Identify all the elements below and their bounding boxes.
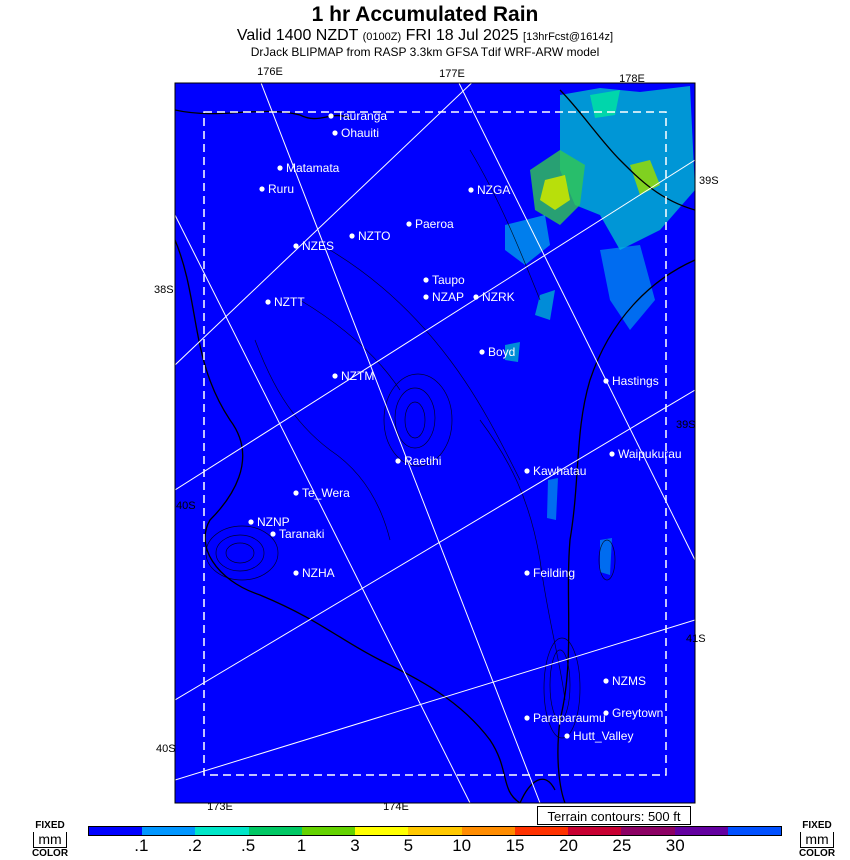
latitude-label: 40S — [176, 500, 196, 512]
model-description: DrJack BLIPMAP from RASP 3.3km GFSA Tdif WRF-ARW model — [250, 45, 600, 59]
place-label: Feilding — [533, 566, 576, 580]
place-dot — [524, 468, 529, 473]
latitude-label: 39S — [699, 175, 719, 187]
place-label: Te_Wera — [302, 486, 350, 500]
place-label: Taupo — [432, 273, 465, 287]
color-swatch — [515, 827, 568, 835]
place-label: Hutt_Valley — [573, 729, 634, 743]
color-swatch — [568, 827, 621, 835]
color-scale — [88, 826, 782, 836]
place-dot — [423, 294, 428, 299]
color-label-right: COLOR — [798, 848, 836, 859]
place-label: NZTO — [358, 229, 391, 243]
place-label: Paraparaumu — [533, 711, 606, 725]
place-label: Greytown — [612, 706, 664, 720]
longitude-label: 174E — [383, 801, 409, 813]
scale-tick-label: 10 — [452, 836, 472, 855]
forecast-info: [13hrFcst@1614z] — [523, 31, 614, 43]
map-title: 1 hr Accumulated Rain — [311, 3, 539, 26]
place-dot — [524, 715, 529, 720]
place-label: NZHA — [302, 566, 335, 580]
place-dot — [332, 373, 337, 378]
scale-tick-label: .1 — [134, 836, 149, 855]
latitude-label: 41S — [686, 633, 706, 645]
color-swatch — [142, 827, 195, 835]
terrain-note: Terrain contours: 500 ft — [537, 806, 691, 825]
place-label: NZES — [302, 239, 335, 253]
place-dot — [277, 165, 282, 170]
place-label: Paeroa — [415, 217, 454, 231]
zulu-time: (0100Z) — [362, 31, 402, 43]
place-label: NZTM — [341, 369, 375, 383]
color-swatch — [355, 827, 408, 835]
place-dot — [609, 451, 614, 456]
color-swatch — [195, 827, 248, 835]
latitude-label: 38S — [154, 284, 174, 296]
color-swatch — [89, 827, 142, 835]
scale-tick-label: .5 — [241, 836, 256, 855]
color-swatch — [675, 827, 728, 835]
place-dot — [265, 299, 270, 304]
place-label: NZMS — [612, 674, 646, 688]
place-dot — [270, 531, 275, 536]
place-dot — [473, 294, 478, 299]
valid-label: Valid 1400 NZDT — [236, 27, 359, 44]
scale-tick-label: 15 — [505, 836, 525, 855]
legend-fixed-left — [28, 821, 72, 859]
place-dot — [293, 243, 298, 248]
place-label: NZAP — [432, 290, 465, 304]
place-label: Waipukurau — [618, 447, 682, 461]
place-label: Ohauiti — [341, 126, 380, 140]
place-label: Tauranga — [337, 109, 388, 123]
scale-tick-label: 30 — [665, 836, 685, 855]
place-label: NZRK — [482, 290, 515, 304]
longitude-label: 173E — [207, 801, 233, 813]
place-dot — [468, 187, 473, 192]
scale-tick-label: 25 — [612, 836, 632, 855]
place-dot — [603, 678, 608, 683]
forecast-date: FRI 18 Jul 2025 — [405, 27, 519, 44]
place-dot — [328, 113, 333, 118]
longitude-label: 177E — [439, 68, 465, 80]
place-label: Hastings — [612, 374, 659, 388]
legend-fixed-right — [795, 821, 839, 859]
place-dot — [603, 378, 608, 383]
place-dot — [564, 733, 569, 738]
scale-tick-label: 20 — [558, 836, 578, 855]
unit-label-right: mm — [800, 832, 834, 848]
fixed-label-right: FIXED — [802, 820, 832, 831]
place-label: Kawhatau — [533, 464, 587, 478]
longitude-label: 178E — [619, 73, 645, 85]
place-dot — [406, 221, 411, 226]
color-swatch — [249, 827, 302, 835]
scale-tick-label: .2 — [187, 836, 202, 855]
place-label: NZTT — [274, 295, 305, 309]
scale-tick-label: 1 — [296, 836, 307, 855]
color-swatch — [621, 827, 674, 835]
place-dot — [248, 519, 253, 524]
place-label: Boyd — [488, 345, 516, 359]
latitude-label: 40S — [156, 743, 176, 755]
color-swatch — [462, 827, 515, 835]
color-label-left: COLOR — [31, 848, 69, 859]
place-dot — [395, 458, 400, 463]
place-dot — [423, 277, 428, 282]
fixed-label-left: FIXED — [35, 820, 65, 831]
place-dot — [293, 570, 298, 575]
place-label: Matamata — [286, 161, 340, 175]
color-swatch — [408, 827, 461, 835]
place-dot — [479, 349, 484, 354]
place-label: NZGA — [477, 183, 511, 197]
place-label: Ruru — [268, 182, 295, 196]
scale-tick-label: 5 — [403, 836, 414, 855]
unit-label-left: mm — [33, 832, 67, 848]
scale-tick-label: 3 — [350, 836, 360, 855]
color-swatch — [302, 827, 355, 835]
longitude-label: 176E — [257, 66, 283, 78]
place-label: NZNP — [257, 515, 290, 529]
color-swatch — [728, 827, 781, 835]
place-dot — [524, 570, 529, 575]
latitude-label: 39S — [676, 419, 696, 431]
place-dot — [259, 186, 264, 191]
place-label: Taranaki — [279, 527, 325, 541]
place-dot — [332, 130, 337, 135]
place-dot — [293, 490, 298, 495]
place-dot — [349, 233, 354, 238]
place-label: Raetihi — [404, 454, 442, 468]
